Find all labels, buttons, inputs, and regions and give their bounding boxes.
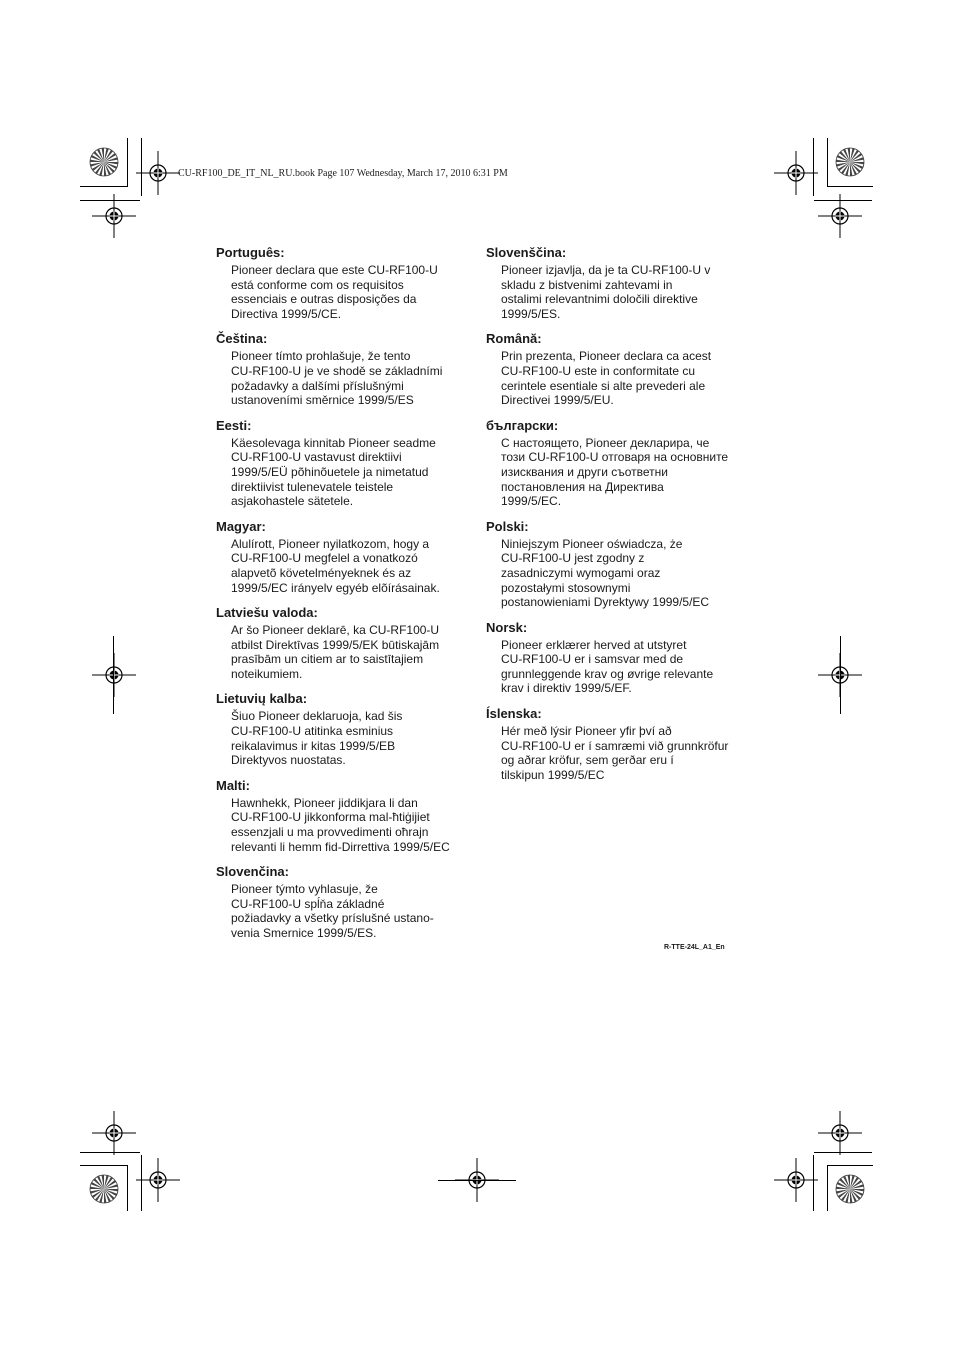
declaration-text: Hawnhekk, Pioneer jiddikjara li dan CU-RF100-U jikkonforma mal-ħtiġijiet essenzjali u ma provvedimenti oħrajn relevanti li hemm fid-Dirrettiva 1999/5/EC [231, 795, 450, 854]
crop-line [813, 138, 814, 196]
declaration-section [486, 705, 746, 782]
crop-line [127, 138, 128, 186]
crop-line [80, 186, 128, 187]
declaration-text: Prin prezenta, Pioneer declara ca acest CU-RF100-U este in conformitate cu cerintele esentiale si alte prevederi ale Directivei 1999/5/EU. [501, 349, 712, 408]
language-heading: Magyar: [216, 518, 266, 534]
registration-crosshair-icon [818, 1111, 862, 1155]
declaration-text: С настоящето, Pioneer декларира, че този CU-RF100-U отговаря на основните изисквания и други съответни постановления на Директива 1999/5/EC. [501, 435, 729, 509]
language-heading: Română: [486, 331, 542, 347]
crop-line [141, 1155, 142, 1211]
document-code: R-TTE-24L_A1_En [664, 944, 725, 951]
declaration-text: Pioneer týmto vyhlasuje, že CU-RF100-U spĺňa základné požiadavky a všetky príslušné ustano- venia Smernice 1999/5/ES. [231, 882, 434, 940]
declaration-section [486, 518, 746, 610]
registration-crosshair-icon [774, 151, 818, 195]
declaration-text: Šiuo Pioneer deklaruoja, kad šis CU-RF100-U atitinka esminius reikalavimus ir kitas 1999/5/EB Direktyvos nuostatas. [231, 709, 403, 768]
language-heading: Čeština: [216, 331, 268, 347]
crop-line [840, 636, 841, 714]
crop-line [814, 1152, 872, 1153]
color-target-icon [89, 147, 119, 177]
declaration-text: Käesolevaga kinnitab Pioneer seadme CU-RF100-U vastavust direktiivi 1999/5/EÜ põhinõuetele ja nimetatud direktiivist tulenevatele teistele asjakohastele sätetele. [231, 435, 436, 509]
right-column [486, 244, 746, 791]
crop-line [80, 200, 140, 201]
declaration-text: Pioneer izjavlja, da je ta CU-RF100-U v skladu z bistvenimi zahtevami in ostalimi relevantnimi določili direktive 1999/5/ES. [501, 263, 711, 321]
declaration-text: Pioneer erklærer herved at utstyret CU-RF100-U er i samsvar med de grunnleggende krav og øvrige relevante krav i direktiv 1999/5/EF. [501, 637, 714, 696]
crop-line [113, 636, 114, 714]
color-target-icon [835, 147, 865, 177]
registration-crosshair-icon [92, 653, 136, 697]
registration-crosshair-icon [136, 151, 180, 195]
declaration-section [216, 330, 476, 407]
crop-line [80, 1152, 140, 1153]
language-heading: Íslenska: [486, 706, 542, 722]
declaration-text: Ar šo Pioneer deklarē, ka CU-RF100-U atbilst Direktīvas 1999/5/EK būtiskajām prasībām un citiem ar to saistītajiem noteikumiem. [231, 623, 440, 681]
language-heading: Latviešu valoda: [216, 605, 318, 621]
declaration-section [216, 417, 476, 509]
declaration-text: Alulírott, Pioneer nyilatkozom, hogy a CU-RF100-U megfelel a vonatkozó alapvetõ követelményeknek és az 1999/5/EC irányelv egyéb elõírásainak. [231, 536, 440, 595]
crop-line [80, 1165, 128, 1166]
registration-crosshair-icon [92, 1111, 136, 1155]
registration-crosshair-icon [136, 1158, 180, 1202]
crop-line [127, 1165, 128, 1211]
file-info-header: CU-RF100_DE_IT_NL_RU.book Page 107 Wednesday, March 17, 2010 6:31 PM [178, 168, 508, 179]
declaration-section [486, 619, 746, 696]
crop-line [814, 200, 872, 201]
declaration-section [486, 330, 746, 407]
language-heading: Eesti: [216, 417, 252, 433]
crop-line [141, 138, 142, 196]
declaration-section [216, 863, 476, 940]
declaration-section [216, 690, 476, 767]
declaration-section [216, 518, 476, 595]
language-heading: Norsk: [486, 619, 528, 635]
language-heading: Malti: [216, 777, 250, 793]
declaration-text: Pioneer declara que este CU-RF100-U está conforme com os requisitos essenciais e outras disposições da Directiva 1999/5/CE. [231, 263, 438, 321]
declaration-section [486, 417, 746, 509]
color-target-icon [89, 1174, 119, 1204]
crop-line [813, 1155, 814, 1211]
language-heading: Lietuvių kalba: [216, 691, 308, 707]
crop-line [438, 1180, 516, 1181]
declaration-section [216, 777, 476, 854]
declaration-section [216, 604, 476, 681]
declaration-text: Hér með lýsir Pioneer yfir því að CU-RF100-U er í samræmi við grunnkröfur og aðrar kröfur, sem gerðar eru í tilskipun 1999/5/EC [501, 724, 729, 782]
language-heading: Polski: [486, 518, 529, 534]
registration-crosshair-icon [774, 1158, 818, 1202]
declaration-text: Pioneer tímto prohlašuje, že tento CU-RF100-U je ve shodě se základními požadavky a dalšími příslušnými ustanoveními směrnice 1999/5/ES [231, 349, 443, 408]
crop-line [827, 1165, 828, 1211]
declaration-text: Niniejszym Pioneer oświadcza, że CU-RF100-U jest zgodny z zasadniczymi wymogami oraz pozostałymi stosownymi postanowieniami Dyrektywy 1999/5/EC [501, 536, 710, 610]
language-heading: Slovenščina: [486, 245, 567, 260]
crop-line [827, 138, 828, 186]
color-target-icon [835, 1174, 865, 1204]
language-heading: Português: [216, 245, 285, 260]
crop-line [827, 1165, 873, 1166]
crop-line [827, 186, 873, 187]
declaration-section [486, 244, 746, 321]
language-heading: български: [486, 417, 559, 433]
language-heading: Slovenčina: [216, 864, 289, 880]
declaration-section [216, 244, 476, 321]
left-column [216, 244, 476, 950]
